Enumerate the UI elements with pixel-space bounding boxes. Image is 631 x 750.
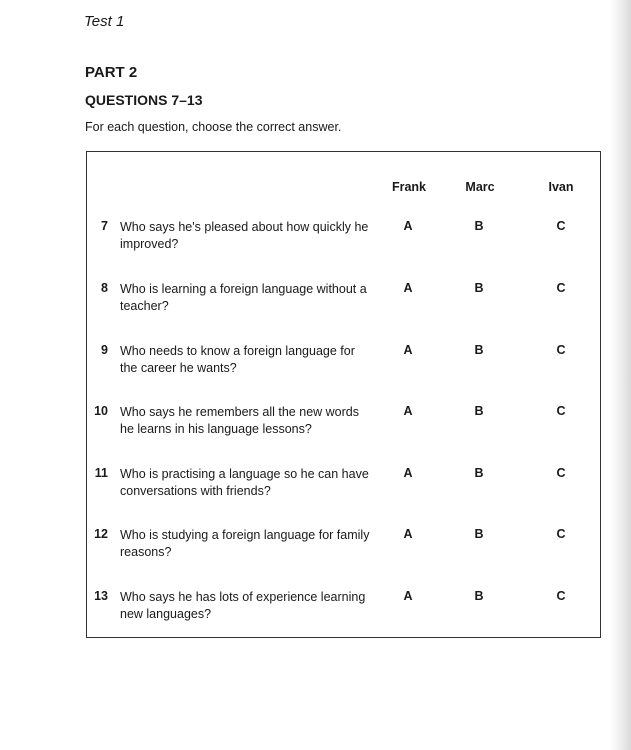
question-text: Who is learning a foreign language without a teacher? (120, 282, 367, 313)
question-number: 10 (94, 404, 108, 418)
question-number: 11 (94, 466, 108, 480)
option-a-frank[interactable]: A (403, 466, 413, 480)
question-row (0, 589, 631, 629)
question-row (0, 466, 631, 506)
question-number: 12 (94, 527, 108, 541)
question-number: 7 (101, 219, 108, 233)
instruction-text: For each question, choose the correct answer. (85, 120, 342, 134)
questions-title: QUESTIONS 7–13 (85, 92, 203, 108)
question-text: Who says he has lots of experience learning new languages? (120, 590, 366, 621)
question-row (0, 281, 631, 321)
option-b-marc[interactable]: B (474, 589, 484, 603)
option-c-ivan[interactable]: C (556, 281, 566, 295)
option-c-ivan[interactable]: C (556, 343, 566, 357)
option-a-frank[interactable]: A (403, 527, 413, 541)
option-b-marc[interactable]: B (474, 281, 484, 295)
part-title: PART 2 (85, 64, 138, 81)
question-text: Who says he's pleased about how quickly he improved? (120, 220, 369, 251)
question-row (0, 343, 631, 383)
option-a-frank[interactable]: A (403, 343, 413, 357)
option-b-marc[interactable]: B (474, 343, 484, 357)
option-b-marc[interactable]: B (474, 466, 484, 480)
option-c-ivan[interactable]: C (556, 219, 566, 233)
column-header-ivan: Ivan (548, 180, 574, 194)
option-c-ivan[interactable]: C (556, 589, 566, 603)
option-c-ivan[interactable]: C (556, 527, 566, 541)
question-row (0, 527, 631, 567)
page-header: Test 1 (84, 13, 125, 30)
option-a-frank[interactable]: A (403, 404, 413, 418)
question-text: Who is studying a foreign language for family reasons? (120, 528, 370, 559)
option-a-frank[interactable]: A (403, 219, 413, 233)
option-b-marc[interactable]: B (474, 404, 484, 418)
option-a-frank[interactable]: A (403, 281, 413, 295)
question-number: 9 (101, 343, 108, 357)
option-b-marc[interactable]: B (474, 219, 484, 233)
question-row (0, 219, 631, 259)
question-text: Who needs to know a foreign language for the career he wants? (120, 344, 355, 375)
question-text: Who says he remembers all the new words he learns in his language lessons? (120, 405, 359, 436)
question-row (0, 404, 631, 444)
column-header-frank: Frank (391, 180, 427, 194)
question-text: Who is practising a language so he can have conversations with friends? (120, 467, 369, 498)
question-number: 8 (101, 281, 108, 295)
question-number: 13 (94, 589, 108, 603)
option-a-frank[interactable]: A (403, 589, 413, 603)
option-c-ivan[interactable]: C (556, 466, 566, 480)
column-header-marc: Marc (465, 180, 495, 194)
option-b-marc[interactable]: B (474, 527, 484, 541)
option-c-ivan[interactable]: C (556, 404, 566, 418)
